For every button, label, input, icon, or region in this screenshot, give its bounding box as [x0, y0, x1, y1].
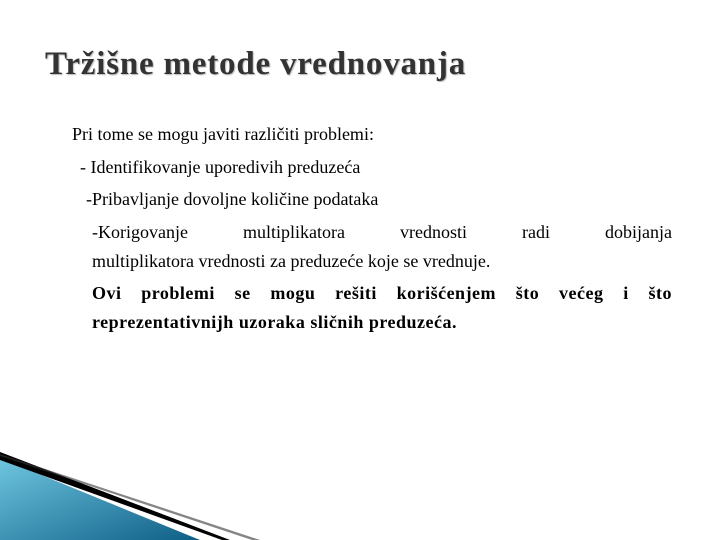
problem-item-3: [92, 218, 672, 276]
conclusion-text: [92, 279, 672, 337]
problem-item-2: -Pribavljanje dovoljne količine podataka: [86, 189, 379, 209]
problem-item-3-line-1: -Korigovanje multiplikatora vrednosti radi dobijanja: [92, 222, 672, 242]
conclusion-line-1: Ovi problemi se mogu rešiti korišćenjem što većeg i što: [92, 283, 672, 303]
conclusion-line-2: reprezentativnijh uzoraka sličnih preduzeća.: [92, 312, 457, 332]
slide-title: Tržišne metode vrednovanja: [45, 46, 467, 82]
corner-decoration: [0, 440, 720, 540]
problem-item-1: - Identifikovanje uporedivih preduzeća: [80, 157, 361, 177]
intro-text: Pri tome se mogu javiti različiti problemi:: [72, 124, 374, 144]
problem-item-3-line-2: multiplikatora vrednosti za preduzeće koje se vrednuje.: [92, 251, 491, 271]
